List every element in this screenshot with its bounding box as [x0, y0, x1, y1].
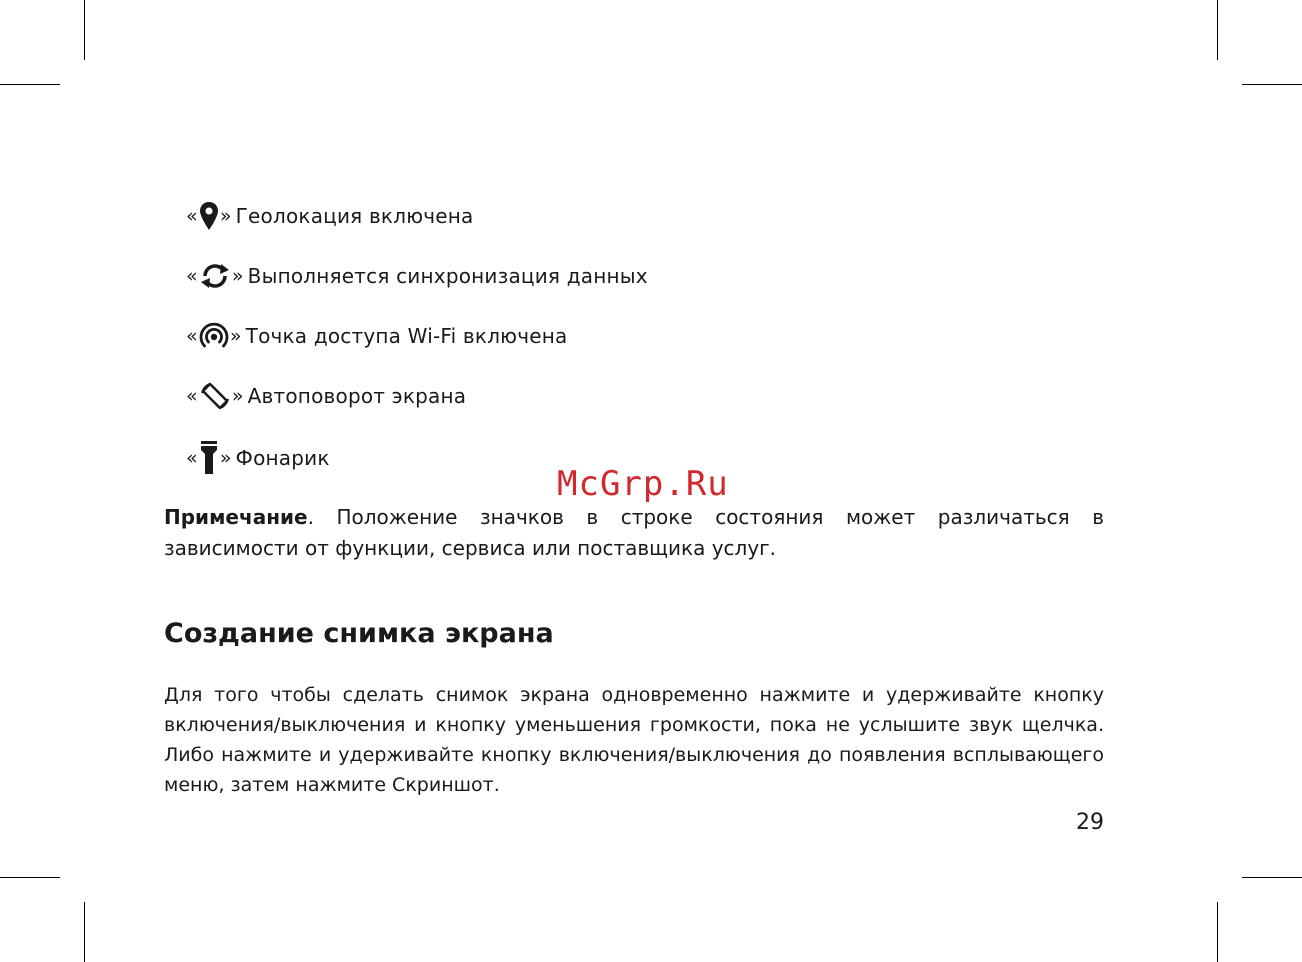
quote-close: » — [229, 325, 242, 347]
status-icon-label: Фонарик — [235, 446, 330, 470]
page-number: 29 — [1076, 810, 1104, 835]
crop-mark — [1242, 84, 1302, 85]
status-icon-label: Геолокация включена — [235, 204, 474, 228]
auto-rotate-icon — [199, 381, 231, 411]
status-icon-row-rotate — [186, 381, 466, 411]
hotspot-icon — [199, 322, 229, 350]
quote-close: » — [231, 385, 244, 407]
crop-mark — [1242, 877, 1302, 878]
crop-mark — [84, 0, 85, 60]
quote-open: « — [186, 447, 198, 469]
quote-open: « — [186, 265, 198, 287]
status-icon-row-hotspot — [186, 321, 567, 351]
status-icon-row-location — [186, 201, 474, 231]
note-text: . Положение значков в строке состояния может различаться в зависимости от функции, сервиса или поставщика услуг. — [164, 505, 1104, 560]
quote-close: » — [219, 205, 232, 227]
status-icon-label: Точка доступа Wi-Fi включена — [245, 324, 568, 348]
crop-mark — [0, 84, 60, 85]
quote-open: « — [186, 385, 198, 407]
crop-mark — [1217, 0, 1218, 60]
status-icon-row-flashlight — [186, 441, 330, 475]
status-icon-label: Выполняется синхронизация данных — [247, 264, 648, 288]
crop-mark — [0, 877, 60, 878]
section-heading: Создание снимка экрана — [164, 618, 554, 649]
crop-mark — [1217, 902, 1218, 962]
note-paragraph — [164, 502, 1104, 564]
status-icon-label: Автоповорот экрана — [247, 384, 467, 408]
status-icon-row-sync — [186, 261, 648, 291]
quote-close: » — [219, 447, 232, 469]
watermark: McGrp.Ru — [557, 464, 729, 504]
quote-open: « — [186, 325, 198, 347]
note-label: Примечание — [164, 505, 308, 529]
sync-icon — [199, 262, 231, 290]
body-paragraph: Для того чтобы сделать снимок экрана одновременно нажмите и удерживайте кнопку включения/выключения и кнопку уменьшения громкости, пока не услышите звук щелчка. Либо нажмите и удерживайте кнопку включения/выключения до появления всплывающего меню, затем нажмите Скриншот. — [164, 684, 1104, 796]
location-pin-icon — [199, 201, 219, 231]
flashlight-icon — [199, 441, 219, 475]
quote-open: « — [186, 205, 198, 227]
crop-mark — [84, 902, 85, 962]
quote-close: » — [231, 265, 244, 287]
